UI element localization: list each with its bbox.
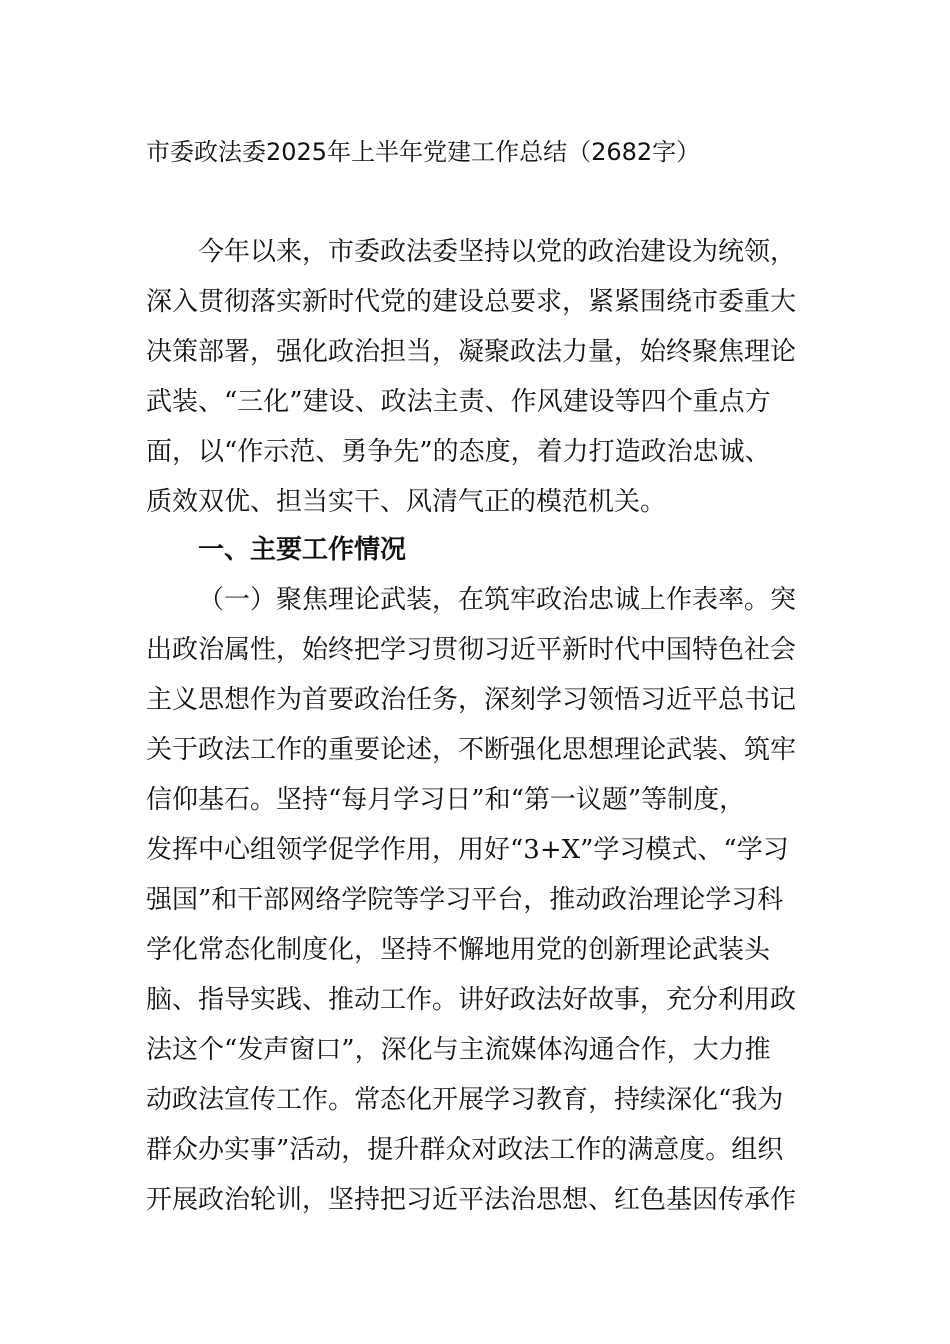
section-1-paragraph xyxy=(146,575,798,1225)
text-line: 主义思想作为首要政治任务，深刻学习领悟习近平总书记 xyxy=(146,685,797,715)
document-title: 市委政法委2025年上半年党建工作总结（2682字） xyxy=(146,138,701,166)
text-line: 信仰基石。坚持“每月学习日”和“第一议题”等制度， xyxy=(146,785,746,815)
text-line: 学化常态化制度化，坚持不懈地用党的创新理论武装头 xyxy=(146,935,771,965)
text-line: 强国”和干部网络学院等学习平台，推动政治理论学习科 xyxy=(146,885,784,915)
text-line: 质效双优、担当实干、风清气正的模范机关。 xyxy=(146,487,667,517)
text-line: 今年以来，市委政法委坚持以党的政治建设为统领， xyxy=(198,237,797,267)
section-heading: 一、主要工作情况 xyxy=(198,535,407,565)
intro-paragraph xyxy=(146,227,798,527)
text-line: 出政治属性，始终把学习贯彻习近平新时代中国特色社会 xyxy=(146,635,797,665)
text-line: 深入贯彻落实新时代党的建设总要求，紧紧围绕市委重大 xyxy=(146,287,797,317)
text-line: 脑、指导实践、推动工作。讲好政法好故事，充分利用政 xyxy=(146,985,797,1015)
text-line: 面，以“作示范、勇争先”的态度，着力打造政治忠诚、 xyxy=(146,437,771,467)
text-line: 决策部署，强化政治担当，凝聚政法力量，始终聚焦理论 xyxy=(146,337,797,367)
text-line: 群众办实事”活动，提升群众对政法工作的满意度。组织 xyxy=(146,1135,784,1165)
text-line: 关于政法工作的重要论述，不断强化思想理论武装、筑牢 xyxy=(146,735,797,765)
text-line: 武装、“三化”建设、政法主责、作风建设等四个重点方 xyxy=(146,387,771,417)
text-line: （一）聚焦理论武装，在筑牢政治忠诚上作表率。突 xyxy=(198,585,797,615)
text-line: 法这个“发声窗口”，深化与主流媒体沟通合作，大力推 xyxy=(146,1035,771,1065)
text-line: 开展政治轮训，坚持把习近平法治思想、红色基因传承作 xyxy=(146,1185,797,1215)
text-line: 动政法宣传工作。常态化开展学习教育，持续深化“我为 xyxy=(146,1085,784,1115)
section-heading-block xyxy=(146,525,798,575)
text-line: 发挥中心组领学促学作用，用好“3+X”学习模式、“学习 xyxy=(146,835,789,865)
